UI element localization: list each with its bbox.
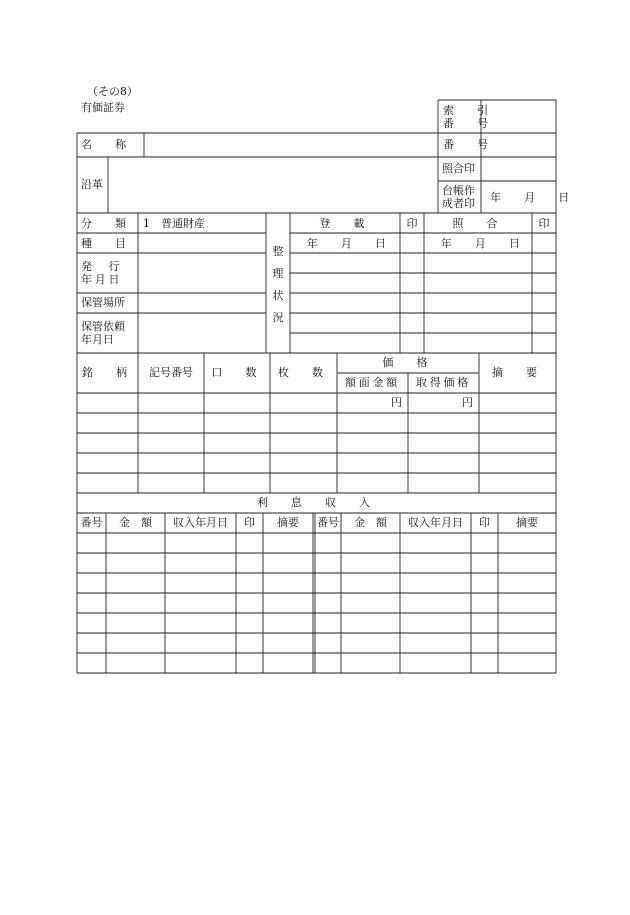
type-label: 種 目 bbox=[81, 237, 133, 250]
collation-date-label: 年 月 日 bbox=[440, 237, 526, 250]
col-number-left: 番号 bbox=[80, 516, 103, 529]
category-label: 分 類 bbox=[81, 217, 133, 230]
index-number-label: 索 引 番 号 bbox=[443, 104, 495, 130]
face-value-header: 額面金額 bbox=[345, 376, 400, 389]
collation-label: 照 合 bbox=[452, 217, 504, 230]
entry-label: 登 載 bbox=[319, 217, 371, 230]
storage-place-label: 保管場所 bbox=[81, 296, 125, 309]
col-remarks-right: 摘要 bbox=[516, 516, 538, 529]
collation-seal-label-2: 印 bbox=[538, 217, 550, 230]
form-title: 有価証券 bbox=[81, 101, 125, 114]
acquisition-price-yen: 円 bbox=[462, 396, 473, 409]
acquisition-price-header: 取得価格 bbox=[416, 376, 471, 389]
sheets-header: 枚 数 bbox=[277, 366, 330, 379]
face-value-yen: 円 bbox=[391, 396, 402, 409]
ledger-author-seal-label: 台帳作 成者印 bbox=[442, 184, 475, 210]
col-income-date-right: 収入年月日 bbox=[408, 516, 463, 529]
col-seal-left: 印 bbox=[244, 516, 255, 529]
units-header: 口 数 bbox=[211, 366, 263, 379]
brand-header: 銘 柄 bbox=[81, 366, 134, 379]
issue-date-label: 発 行 年月日 bbox=[81, 260, 123, 286]
col-amount-right: 金 額 bbox=[354, 516, 387, 529]
top-date-label: 年 月 日 bbox=[490, 191, 576, 204]
col-amount-left: 金 額 bbox=[119, 516, 152, 529]
adjustment-status-label: 整 理 状 況 bbox=[272, 245, 284, 324]
number-label: 番 号 bbox=[443, 138, 495, 151]
sheet-number: （その8） bbox=[87, 85, 138, 98]
entry-date-label: 年 月 日 bbox=[306, 237, 392, 250]
remarks-header: 摘 要 bbox=[491, 366, 544, 379]
collation-seal-label: 照合印 bbox=[442, 162, 475, 175]
col-remarks-left: 摘要 bbox=[277, 516, 299, 529]
entry-seal-label: 印 bbox=[406, 217, 418, 230]
storage-request-date-label: 保管依頼 年月日 bbox=[81, 320, 125, 346]
price-header: 価 格 bbox=[382, 356, 434, 369]
col-income-date-left: 収入年月日 bbox=[173, 516, 228, 529]
interest-income-title: 利 息 収 入 bbox=[256, 496, 377, 509]
symbol-number-header: 記号番号 bbox=[149, 366, 193, 379]
col-number-right: 番号 bbox=[317, 516, 339, 529]
name-label: 名 称 bbox=[81, 138, 133, 151]
category-value: 1 普通財産 bbox=[143, 217, 205, 230]
col-seal-right: 印 bbox=[479, 516, 490, 529]
history-label: 沿革 bbox=[81, 178, 103, 191]
